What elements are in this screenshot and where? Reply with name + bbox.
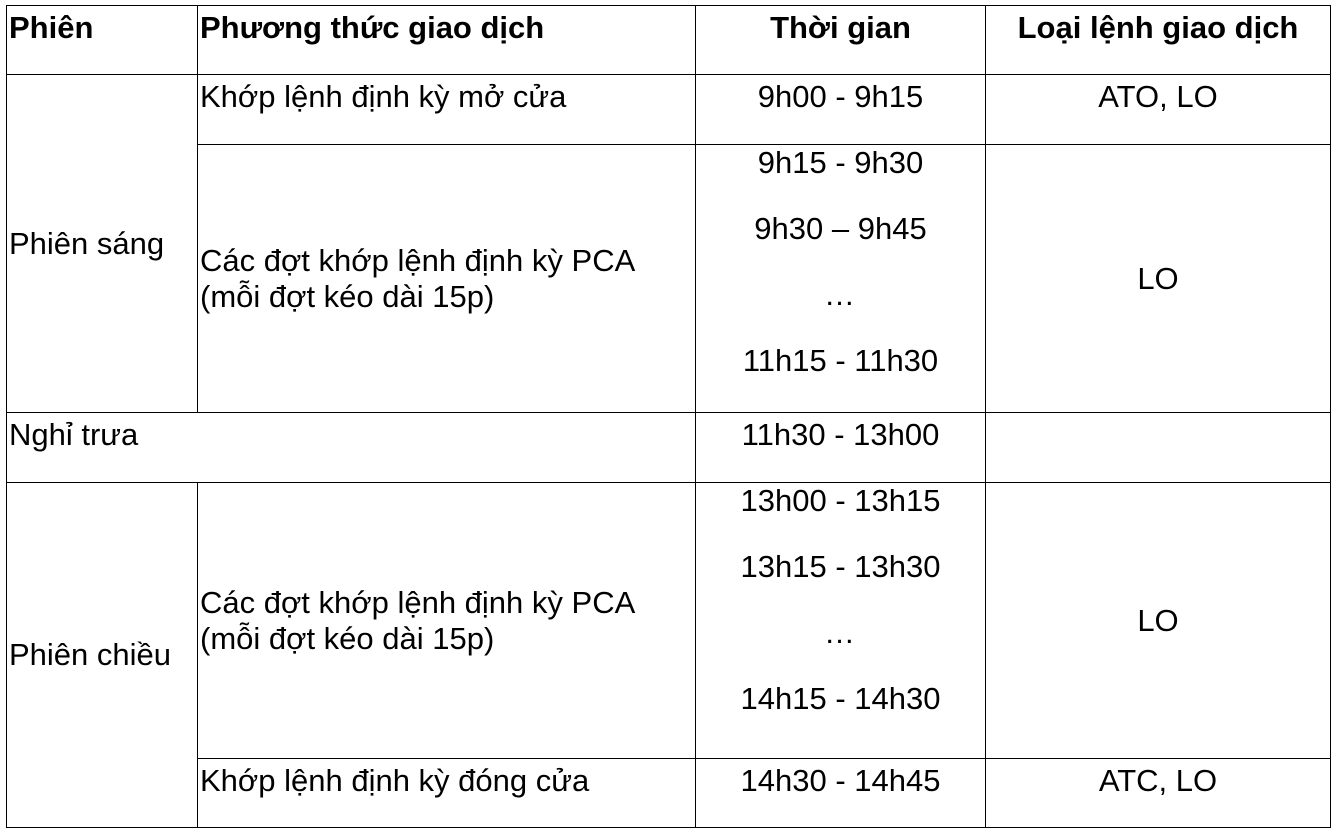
- header-row: [7, 6, 1331, 75]
- method-line: Các đợt khớp lệnh định kỳ PCA: [200, 242, 636, 278]
- order-type-cell: [986, 413, 1331, 483]
- header-method: Phương thức giao dịch: [198, 6, 696, 75]
- time-slot: 14h15 - 14h30: [740, 681, 941, 716]
- time-list-cell: [696, 145, 986, 413]
- method-cell: Khớp lệnh định kỳ đóng cửa: [198, 759, 696, 828]
- method-cell: Khớp lệnh định kỳ mở cửa: [198, 75, 696, 145]
- table-row: [7, 145, 1331, 413]
- table-row: [7, 413, 1331, 483]
- time-slot: 9h15 - 9h30: [757, 145, 924, 180]
- time-slot-ellipsis: …: [824, 277, 857, 312]
- header-session: Phiên: [7, 6, 198, 75]
- time-cell: 9h00 - 9h15: [696, 75, 986, 145]
- header-order-type: Loại lệnh giao dịch: [986, 6, 1331, 75]
- trading-schedule-table: [6, 5, 1331, 828]
- table-row: [7, 483, 1331, 759]
- method-cell: [198, 145, 696, 413]
- session-afternoon: Phiên chiều: [7, 483, 198, 828]
- session-morning: Phiên sáng: [7, 75, 198, 413]
- method-cell: [198, 483, 696, 759]
- header-time: Thời gian: [696, 6, 986, 75]
- order-type-cell: ATO, LO: [986, 75, 1331, 145]
- order-type-cell: LO: [986, 483, 1331, 759]
- method-line: (mỗi đợt kéo dài 15p): [200, 278, 495, 314]
- lunch-break-label: Nghỉ trưa: [7, 413, 696, 483]
- table-row: [7, 75, 1331, 145]
- time-cell: 14h30 - 14h45: [696, 759, 986, 828]
- time-slot: 11h15 - 11h30: [742, 343, 939, 378]
- order-type-cell: LO: [986, 145, 1331, 413]
- time-slot: 13h15 - 13h30: [740, 549, 941, 584]
- time-slot: 9h30 – 9h45: [754, 211, 927, 246]
- time-list-cell: [696, 483, 986, 759]
- method-line: Các đợt khớp lệnh định kỳ PCA: [200, 584, 636, 620]
- time-slot: 13h00 - 13h15: [740, 483, 941, 518]
- order-type-cell: ATC, LO: [986, 759, 1331, 828]
- time-cell: 11h30 - 13h00: [696, 413, 986, 483]
- method-line: (mỗi đợt kéo dài 15p): [200, 620, 495, 656]
- time-slot-ellipsis: …: [824, 615, 857, 650]
- table-row: [7, 759, 1331, 828]
